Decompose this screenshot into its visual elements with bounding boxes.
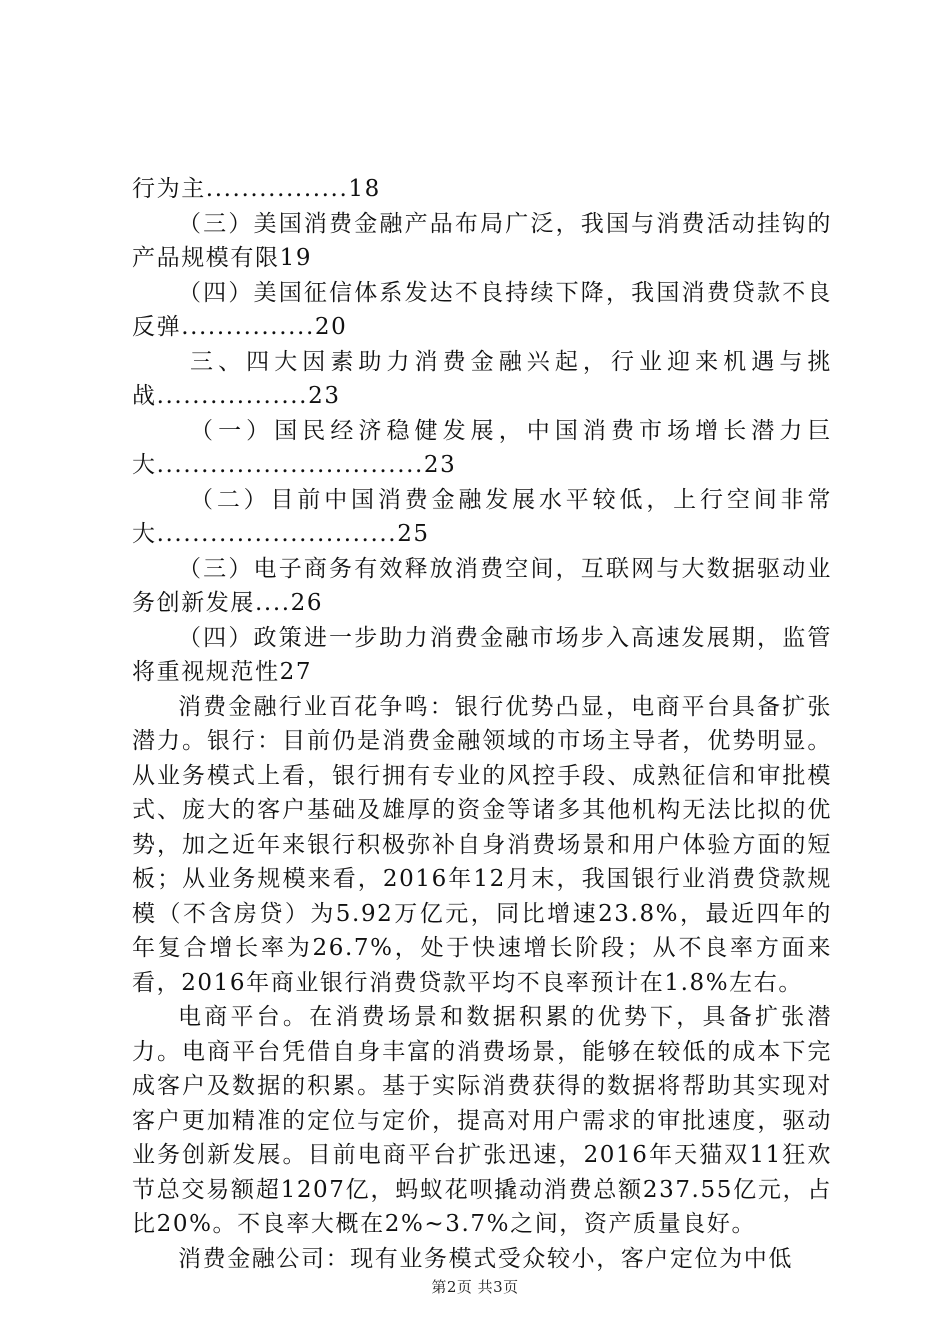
toc-entry-section-2-4: （四）美国征信体系发达不良持续下降，我国消费贷款不良反弹...............20: [132, 279, 832, 340]
paragraph-ecommerce: 电商平台。在消费场景和数据积累的优势下，具备扩张潜力。电商平台凭借自身丰富的消费场景，能够在较低的成本下完成客户及数据的积累。基于实际消费获得的数据将帮助其实现对客户更加精准的定位与定价，提高对用户需求的审批速度，驱动业务创新发展。目前电商平台扩张迅速，2016年天猫双11狂欢节总交易额超1207亿，蚂蚁花呗撬动消费总额237.55亿元，占比20%。不良率大概在2%~3.7%之间，资产质量良好。: [132, 1004, 832, 1237]
toc-entry-continuation: 行为主................18: [132, 176, 381, 202]
toc-entry-section-2-3: （三）美国消费金融产品布局广泛，我国与消费活动挂钩的产品规模有限19: [132, 210, 832, 271]
page-number: 第2页 共3页: [431, 1278, 519, 1296]
paragraph-consumer-finance-companies: 消费金融公司：现有业务模式受众较小，客户定位为中低: [178, 1245, 793, 1272]
toc-entry-section-3-2: （二）目前中国消费金融发展水平较低，上行空间非常大...........................25: [132, 486, 832, 547]
paragraph-banks: 消费金融行业百花争鸣：银行优势凸显，电商平台具备扩张潜力。银行：目前仍是消费金融领域的市场主导者，优势明显。从业务模式上看，银行拥有专业的风控手段、成熟征信和审批模式、庞大的客户基础及雄厚的资金等诸多其他机构无法比拟的优势，加之近年来银行积极弥补自身消费场景和用户体验方面的短板；从业务规模来看，2016年12月末，我国银行业消费贷款规模（不含房贷）为5.92万亿元，同比增速23.8%，最近四年的年复合增长率为26.7%，处于快速增长阶段；从不良率方面来看，2016年商业银行消费贷款平均不良率预计在1.8%左右。: [132, 693, 832, 996]
page-footer: [0, 1276, 950, 1297]
toc-entry-section-3-4: （四）政策进一步助力消费金融市场步入高速发展期，监管将重视规范性27: [132, 624, 832, 685]
toc-entry-section-3-1: （一）国民经济稳健发展，中国消费市场增长潜力巨大..............................23: [132, 417, 832, 478]
document-body: [132, 172, 832, 1276]
toc-entry-chapter-3: 三、四大因素助力消费金融兴起，行业迎来机遇与挑战.................23: [132, 348, 832, 409]
toc-entry-section-3-3: （三）电子商务有效释放消费空间，互联网与大数据驱动业务创新发展....26: [132, 555, 832, 616]
